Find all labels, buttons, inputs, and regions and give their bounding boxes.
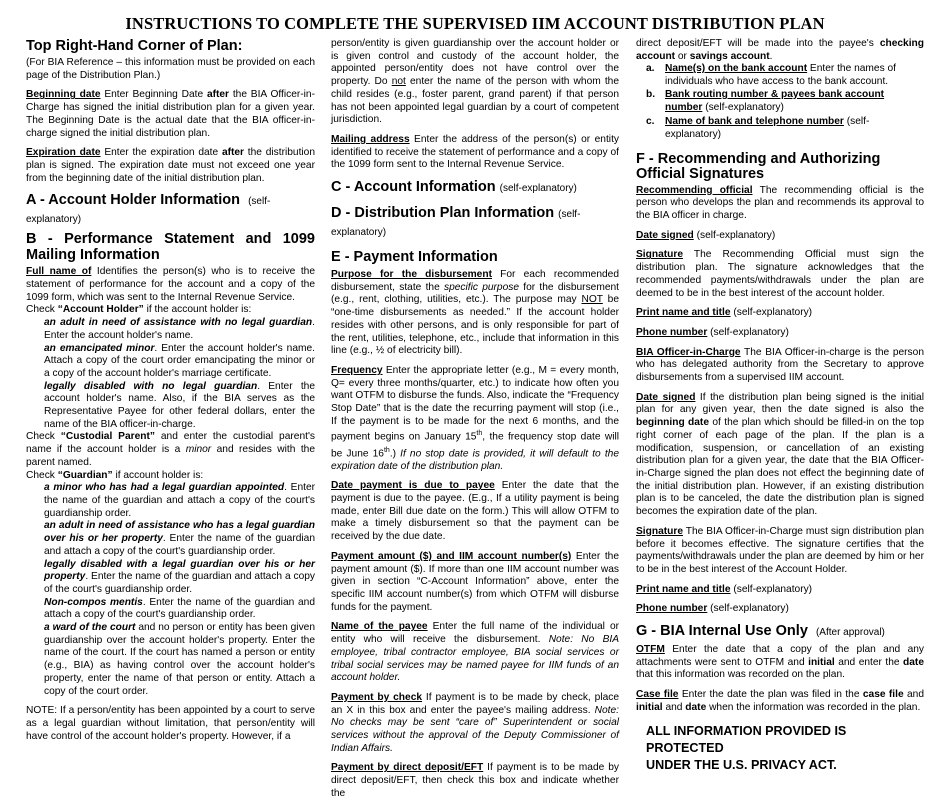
- list-item: [636, 63, 924, 88]
- option-name: “Guardian”: [57, 469, 113, 481]
- emphasis: initial: [808, 656, 835, 668]
- guardian-case: [26, 597, 315, 622]
- payment-by-check-instruction: [331, 692, 619, 756]
- list-item: [636, 89, 924, 114]
- payee-name-instruction: [331, 621, 619, 685]
- section-g-title: G - BIA Internal Use Only: [636, 623, 808, 640]
- text: and enter the: [834, 656, 904, 668]
- text: . Enter the account holder's name.: [44, 317, 315, 341]
- self-explanatory-note: (self-explanatory): [499, 183, 577, 195]
- emphasis: not: [391, 76, 406, 88]
- date-signed-label: Date signed: [636, 229, 694, 241]
- text: For each recommended disbursement, state the: [331, 269, 619, 293]
- account-holder-case: [26, 317, 315, 342]
- legal-guardian-note: NOTE: If a person/entity has been appointed by a court to serve as a legal guardian without limitation, that person/entity will have control of the account holder's property. However, if a: [26, 705, 315, 742]
- payment-amount-label: Payment amount ($) and IIM account number(s): [331, 550, 572, 562]
- date-signed-officer-instruction: [636, 392, 924, 519]
- text: . Enter the name of the guardian and attach a copy of the court's guardianship order.: [44, 596, 315, 621]
- expiration-date-instruction: [26, 147, 315, 185]
- bia-officer-instruction: [636, 347, 924, 385]
- emphasis: If no stop date is provided, it will default to the expiration date of the distribution plan.: [331, 447, 619, 472]
- privacy-line: ALL INFORMATION PROVIDED IS PROTECTED: [646, 723, 847, 755]
- text: (self-explanatory): [702, 101, 784, 113]
- emphasis: minor: [185, 444, 212, 456]
- phone-number-officer-instruction: [636, 603, 924, 616]
- guardian-case: [26, 622, 315, 698]
- emphasis: Note: No BIA employee, tribal contractor employee, BIA social services or tribal social services may be named payee for IIM funds of an account holder.: [331, 634, 619, 684]
- text: Enter the expiration date: [100, 147, 222, 159]
- heading-section-c: [331, 179, 619, 197]
- case-name: a ward of the court: [44, 622, 136, 634]
- text: Enter the date that a copy of the plan and any attachments were sent to OTFM and: [636, 644, 924, 668]
- text: (self-explanatory): [707, 603, 789, 615]
- purpose-label: Purpose for the disbursement: [331, 269, 492, 281]
- text: . Enter the account holder's name. Also, if the BIA serves as the Representative Payee for other federal dollars, enter the name of the BIA officer-in-charge.: [44, 380, 315, 430]
- text: . Enter the name of the guardian and attach a copy of the court's guardianship order.: [44, 533, 315, 557]
- case-name: an emancipated minor: [44, 342, 155, 354]
- text: . Enter the name of the guardian and attach a copy of the court's guardianship order.: [44, 571, 315, 595]
- privacy-line: UNDER THE U.S. PRIVACY ACT.: [646, 757, 837, 772]
- emphasis: date: [903, 656, 924, 668]
- purpose-instruction: [331, 269, 619, 358]
- text: be “one-time disbursements as needed.” If the account holder resides with other persons, and is only responsible for part of the rent, utilities, telephone, etc., include that information in this line (e.g., ½ of electricity bill).: [331, 294, 620, 357]
- text: and resides with the parent named.: [26, 444, 315, 468]
- text: (self-explanatory): [665, 116, 870, 140]
- check-guardian: [26, 470, 315, 483]
- emphasis: Note: No checks may be sent “care of” Superintendent or social services without the approval of the Deputy Commissioner of Indian Affairs.: [331, 704, 619, 754]
- date-signed-label: Date signed: [636, 391, 696, 403]
- signature-label: Signature: [636, 249, 683, 261]
- emphasis: date: [685, 701, 707, 713]
- section-d-title: D - Distribution Plan Information: [331, 205, 555, 222]
- text: and: [662, 701, 686, 713]
- text: Identifies the person(s) who is to receive the statement of performance for the account and a copy of the 1099 form, which was sent to the Internal Revenue Service.: [26, 266, 316, 303]
- text: (self-explanatory): [730, 307, 813, 319]
- case-name: an adult in need of assistance who has a legal guardian over his or her property: [44, 520, 315, 545]
- text: enter the name of the person with whom the child resides (e.g., foster parent, grand parent) if that person has not been appointed legal guardian by a court of competent jurisdiction.: [331, 76, 619, 126]
- text: if account holder is:: [112, 469, 204, 481]
- self-explanatory-note: (self-explanatory): [331, 209, 581, 239]
- heading-section-a: [26, 192, 315, 228]
- section-c-title: C - Account Information: [331, 179, 496, 196]
- text: .): [389, 447, 401, 459]
- text: If payment is to be made by check, place an X in this box and enter the payee's mailing address.: [331, 691, 620, 716]
- account-holder-case: [26, 381, 315, 432]
- payment-by-check-label: Payment by check: [331, 691, 423, 703]
- list-marker: a.: [646, 63, 655, 75]
- print-name-officer-instruction: [636, 584, 924, 597]
- recommending-official-label: Recommending official: [636, 184, 753, 196]
- emphasis: after: [221, 147, 245, 159]
- text: if the account holder is:: [143, 304, 252, 316]
- item-label: Name of bank and telephone number: [665, 116, 844, 128]
- text: that this information was recorded on the plan.: [636, 669, 845, 681]
- item-label: Bank routing number & payees bank account number: [665, 88, 885, 113]
- check-account-holder: [26, 304, 315, 317]
- text: The BIA Officer-in-Charge must sign distribution plan before it becomes effective. The signature certifies that the payments/withdrawals under the plan are deemed by him or her to be in the best interest of the Account Holder.: [636, 525, 924, 575]
- text: . Enter the account holder's name. Attach a copy of the court order emancipating the minor or a copy of the account holder's marriage certificate.: [44, 342, 315, 379]
- text: Enter the date that the payment is due to the payee. (E.g., If a utility payment is being made, enter Bill due date on the form.) This will allow OTFM to make a timely disbursement so that the payment can be received by the due date.: [331, 480, 619, 543]
- bank-details-list: [636, 63, 924, 141]
- text: or: [675, 50, 690, 62]
- text: person/entity is given guardianship over the account holder or is given control and custody of the account holder, the appointed person/entity does not have control over the property. Do: [331, 38, 619, 88]
- heading-section-b: B - Performance Statement and 1099 Mailing Information: [26, 231, 315, 264]
- case-name: legally disabled with no legal guardian: [44, 380, 258, 392]
- emphasis: after: [206, 89, 230, 101]
- emphasis: savings account: [689, 50, 770, 62]
- text: The Recommending Official must sign the distribution plan. The signature acknowledges that the recommended payments/withdrawals under the plan are deemed to be in the best interest of the account holder.: [636, 249, 924, 299]
- text: Check: [26, 469, 58, 481]
- date-signed-instruction: [636, 230, 924, 243]
- date-payment-due-label: Date payment is due to payee: [331, 480, 495, 492]
- emphasis: case file: [862, 689, 904, 701]
- page-title: INSTRUCTIONS TO COMPLETE THE SUPERVISED IIM ACCOUNT DISTRIBUTION PLAN: [125, 14, 825, 33]
- heading-top-right-corner: Top Right-Hand Corner of Plan:: [26, 38, 243, 54]
- superscript: th: [383, 446, 390, 454]
- text: The BIA Officer-in-charge is the person who has delegated authority from the Secretary to approve disbursements from a supervised IIM account.: [636, 346, 924, 384]
- case-name: a minor who has had a legal guardian appointed: [44, 482, 285, 494]
- signature-officer-instruction: [636, 526, 924, 577]
- column-left: [26, 38, 315, 743]
- text: Enter Beginning Date: [100, 89, 207, 101]
- case-name: Non-compos mentis: [44, 596, 143, 608]
- print-name-instruction: [636, 307, 924, 320]
- guardian-case: [26, 520, 315, 558]
- payee-name-label: Name of the payee: [331, 621, 428, 633]
- text: , the frequency stop date will be June 16: [331, 431, 619, 459]
- frequency-instruction: [331, 365, 619, 473]
- text: and no person or entity has been given guardianship over the account holder's property. Enter the name of the court. If the court has named a person or entity (e.g., BIA) as having control over the account holder's property, enter the name of that person or entity. Attach a copy of the court order.: [44, 622, 315, 697]
- privacy-act-notice: [636, 723, 924, 774]
- frequency-label: Frequency: [331, 364, 383, 376]
- text: the BIA Officer-in-Charge has signed the initial distribution plan for a given year. The Beginning Date is the actual date that the BIA officer-in-charge signed the initial distribution plan.: [26, 89, 315, 139]
- beginning-date-instruction: [26, 89, 315, 140]
- text: the distribution plan is signed. The expiration date must not exceed one year from the beginning date of the initial distribution plan.: [26, 147, 316, 184]
- case-file-instruction: [636, 689, 924, 714]
- column-middle: [331, 38, 619, 801]
- column-right: [636, 38, 924, 774]
- list-marker: b.: [646, 88, 656, 100]
- item-label: Name(s) on the bank account: [665, 63, 808, 75]
- self-explanatory-note: (self-explanatory): [26, 196, 271, 226]
- payment-by-eft-instruction: [331, 762, 619, 800]
- text: and enter the custodial parent's name if the account holder is a: [26, 431, 315, 456]
- payment-amount-instruction: [331, 551, 619, 615]
- signature-instruction: [636, 249, 924, 300]
- heading-section-f: F - Recommending and Authorizing Official Signatures: [636, 150, 881, 182]
- text: If the distribution plan being signed is the initial plan for any given year, then the date signed is also the: [636, 391, 924, 416]
- check-custodial-parent: [26, 431, 315, 469]
- option-name: “Custodial Parent”: [60, 431, 155, 443]
- superscript: th: [476, 430, 483, 438]
- guardianship-continuation: [331, 38, 619, 127]
- mailing-address-instruction: [331, 134, 619, 172]
- text: Enter the appropriate letter (e.g., M = every month, Q= every three months/quarter, etc.) to indicate how often you want OTFM to disburse the funds. Also, indicate the “Frequency Stop Date” that is the date the recurring payment will stop (i.e., If the payment is to be made for the next 6 months, and the payment begins on January 15: [331, 364, 619, 443]
- text: (self-explanatory): [693, 229, 776, 241]
- text: Enter the payment amount ($). If more than one IIM account number was given in section “C-Account Information” above, enter the specific IIM account number(s) from which OTFM will disburse funds for the payment.: [331, 550, 619, 613]
- emphasis: checking account: [636, 38, 924, 62]
- text: .: [769, 50, 773, 62]
- list-item: [636, 116, 924, 141]
- text: direct deposit/EFT will be made into the payee's: [636, 38, 880, 49]
- phone-number-label: Phone number: [636, 326, 708, 338]
- bia-reference-note: (For BIA Reference – this information must be provided on each page of the Distribution Plan.): [26, 57, 315, 81]
- payment-by-eft-label: Payment by direct deposit/EFT: [331, 762, 484, 774]
- text: of the plan which should be filled-in on the top right corner of each page of the plan. If the plan is a modification, suspension, or cancellation of an existing distribution plan for a given year, the date that the BIA Officer-in-Charge signed the plan does not effect the beginning date of the initial distribution plan. However, if an existing distribution plan is to be canceled, the date the distribution plan is signed becomes the expiration date of the plan.: [636, 417, 924, 518]
- heading-section-d: [331, 205, 619, 241]
- full-name-label: Full name of: [26, 266, 92, 278]
- text: Enter the date the plan was filed in the: [678, 689, 863, 701]
- phone-number-instruction: [636, 327, 924, 340]
- text: Enter the full name of the individual or entity who will receive the disbursement.: [331, 621, 619, 646]
- expiration-date-label: Expiration date: [26, 147, 101, 159]
- heading-section-g: [636, 623, 924, 641]
- list-marker: c.: [646, 116, 655, 128]
- phone-number-label: Phone number: [636, 603, 708, 615]
- otfm-instruction: [636, 644, 924, 682]
- date-payment-due-instruction: [331, 480, 619, 544]
- case-file-label: Case file: [636, 689, 679, 701]
- eft-continuation: [636, 38, 924, 63]
- text: Enter the address of the person(s) or entity identified to receive the statement of performance and a copy of the 1099 form sent to the Internal Revenue Service.: [331, 133, 619, 171]
- text: The recommending official is the person who develops the plan and recommends its approval to the BIA officer in charge.: [636, 184, 924, 222]
- case-name: legally disabled with a legal guardian over his or her property: [44, 558, 315, 583]
- text: Check: [26, 304, 58, 316]
- text: and: [903, 689, 925, 701]
- option-name: “Account Holder”: [57, 304, 144, 316]
- text: when the information was recorded in the plan.: [706, 701, 921, 713]
- full-name-instruction: [26, 266, 315, 304]
- section-a-title: A - Account Holder Information: [26, 192, 241, 209]
- emphasis: beginning date: [636, 417, 709, 429]
- case-name: an adult in need of assistance with no legal guardian: [44, 317, 313, 329]
- text: Enter the names of individuals who have access to the bank account.: [665, 63, 897, 88]
- emphasis: specific purpose: [443, 281, 520, 293]
- text: for the disbursement (e.g., rent, clothing, utilities, etc.). The purpose may: [331, 281, 619, 306]
- emphasis: initial: [636, 701, 663, 713]
- beginning-date-label: Beginning date: [26, 89, 101, 101]
- mailing-address-label: Mailing address: [331, 133, 410, 145]
- text: . Enter the name of the guardian and attach a copy of the court's guardianship order.: [44, 482, 315, 519]
- recommending-official-instruction: [636, 185, 924, 223]
- heading-section-e: E - Payment Information: [331, 249, 498, 266]
- account-holder-case: [26, 343, 315, 381]
- signature-label: Signature: [636, 525, 683, 537]
- guardian-case: [26, 559, 315, 597]
- emphasis: NOT: [581, 294, 603, 306]
- guardian-case: [26, 482, 315, 520]
- text: Check: [26, 431, 61, 443]
- print-name-label: Print name and title: [636, 307, 731, 319]
- text: If payment is to be made by direct deposit/EFT, then check this box and indicate whether the: [331, 762, 619, 799]
- text: (self-explanatory): [730, 583, 813, 595]
- print-name-label: Print name and title: [636, 583, 731, 595]
- bia-officer-label: BIA Officer-in-Charge: [636, 346, 741, 358]
- text: (self-explanatory): [707, 326, 789, 338]
- after-approval-note: (After approval): [815, 627, 885, 639]
- otfm-label: OTFM: [636, 644, 665, 656]
